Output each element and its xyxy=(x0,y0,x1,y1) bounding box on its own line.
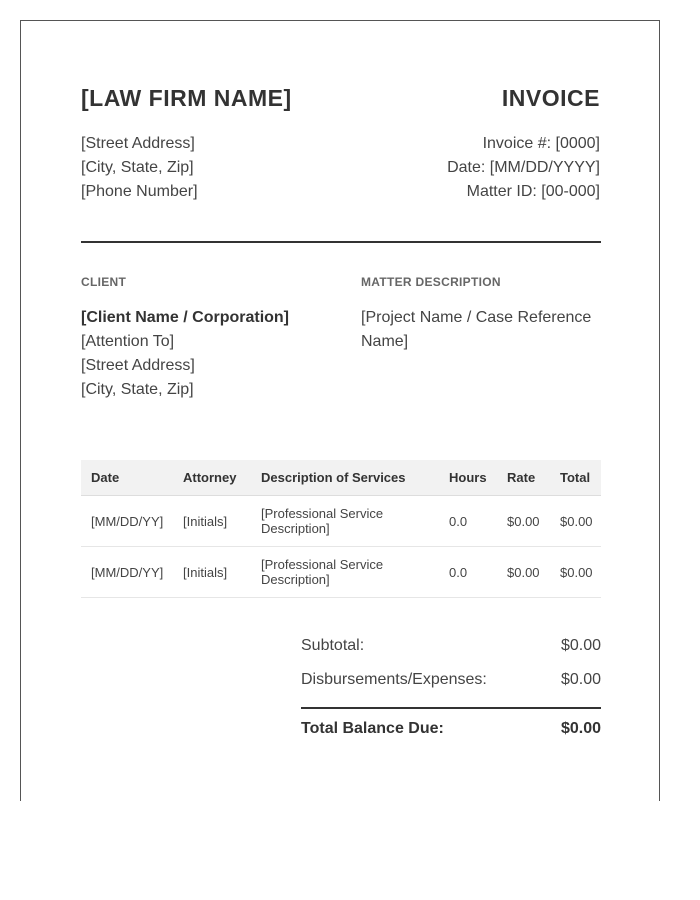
header-divider xyxy=(81,241,601,243)
client-name: [Client Name / Corporation] xyxy=(81,309,290,326)
disbursements-row xyxy=(301,663,601,697)
client-attention: [Attention To] xyxy=(81,333,175,350)
row-hours: 0.0 xyxy=(439,547,497,598)
client-city-state-zip: [City, State, Zip] xyxy=(81,381,194,398)
invoice-page xyxy=(20,20,660,801)
row-description: [Professional Service Description] xyxy=(251,496,439,547)
row-description: [Professional Service Description] xyxy=(251,547,439,598)
column-header-date: Date xyxy=(81,460,173,496)
matter-section-label: MATTER DESCRIPTION xyxy=(361,275,501,289)
matter-id: Matter ID: [00-000] xyxy=(466,183,600,200)
row-rate: $0.00 xyxy=(497,496,550,547)
subtotal-row xyxy=(301,629,601,663)
row-total: $0.00 xyxy=(550,547,601,598)
client-block xyxy=(81,306,289,402)
balance-due-value: $0.00 xyxy=(560,720,601,737)
client-section-label: CLIENT xyxy=(81,275,127,289)
disbursements-value: $0.00 xyxy=(560,671,601,688)
table-header-row xyxy=(81,460,601,496)
disbursements-label: Disbursements/Expenses: xyxy=(301,671,487,688)
row-date: [MM/DD/YY] xyxy=(81,496,173,547)
client-street-address: [Street Address] xyxy=(81,357,195,374)
column-header-total: Total xyxy=(550,460,601,496)
table-row xyxy=(81,496,601,547)
totals-block xyxy=(301,629,601,749)
subtotal-label: Subtotal: xyxy=(301,637,365,654)
invoice-meta xyxy=(447,132,600,204)
matter-description: [Project Name / Case Reference Name] xyxy=(361,309,592,350)
column-header-rate: Rate xyxy=(497,460,550,496)
row-attorney: [Initials] xyxy=(173,496,251,547)
row-attorney: [Initials] xyxy=(173,547,251,598)
invoice-number: Invoice #: [0000] xyxy=(482,135,600,152)
subtotal-value: $0.00 xyxy=(560,637,601,654)
row-rate: $0.00 xyxy=(497,547,550,598)
row-hours: 0.0 xyxy=(439,496,497,547)
invoice-date: Date: [MM/DD/YYYY] xyxy=(447,159,600,176)
column-header-hours: Hours xyxy=(439,460,497,496)
firm-phone-number: [Phone Number] xyxy=(81,183,198,200)
firm-city-state-zip: [City, State, Zip] xyxy=(81,159,194,176)
document-title: INVOICE xyxy=(501,85,600,111)
column-header-attorney: Attorney xyxy=(173,460,251,496)
balance-due-row xyxy=(301,709,601,749)
row-date: [MM/DD/YY] xyxy=(81,547,173,598)
firm-name: [LAW FIRM NAME] xyxy=(81,85,292,111)
firm-street-address: [Street Address] xyxy=(81,135,195,152)
row-total: $0.00 xyxy=(550,496,601,547)
table-row xyxy=(81,547,601,598)
balance-due-label: Total Balance Due: xyxy=(301,720,444,737)
firm-address xyxy=(81,132,198,204)
services-table xyxy=(81,460,601,598)
column-header-description: Description of Services xyxy=(251,460,439,496)
